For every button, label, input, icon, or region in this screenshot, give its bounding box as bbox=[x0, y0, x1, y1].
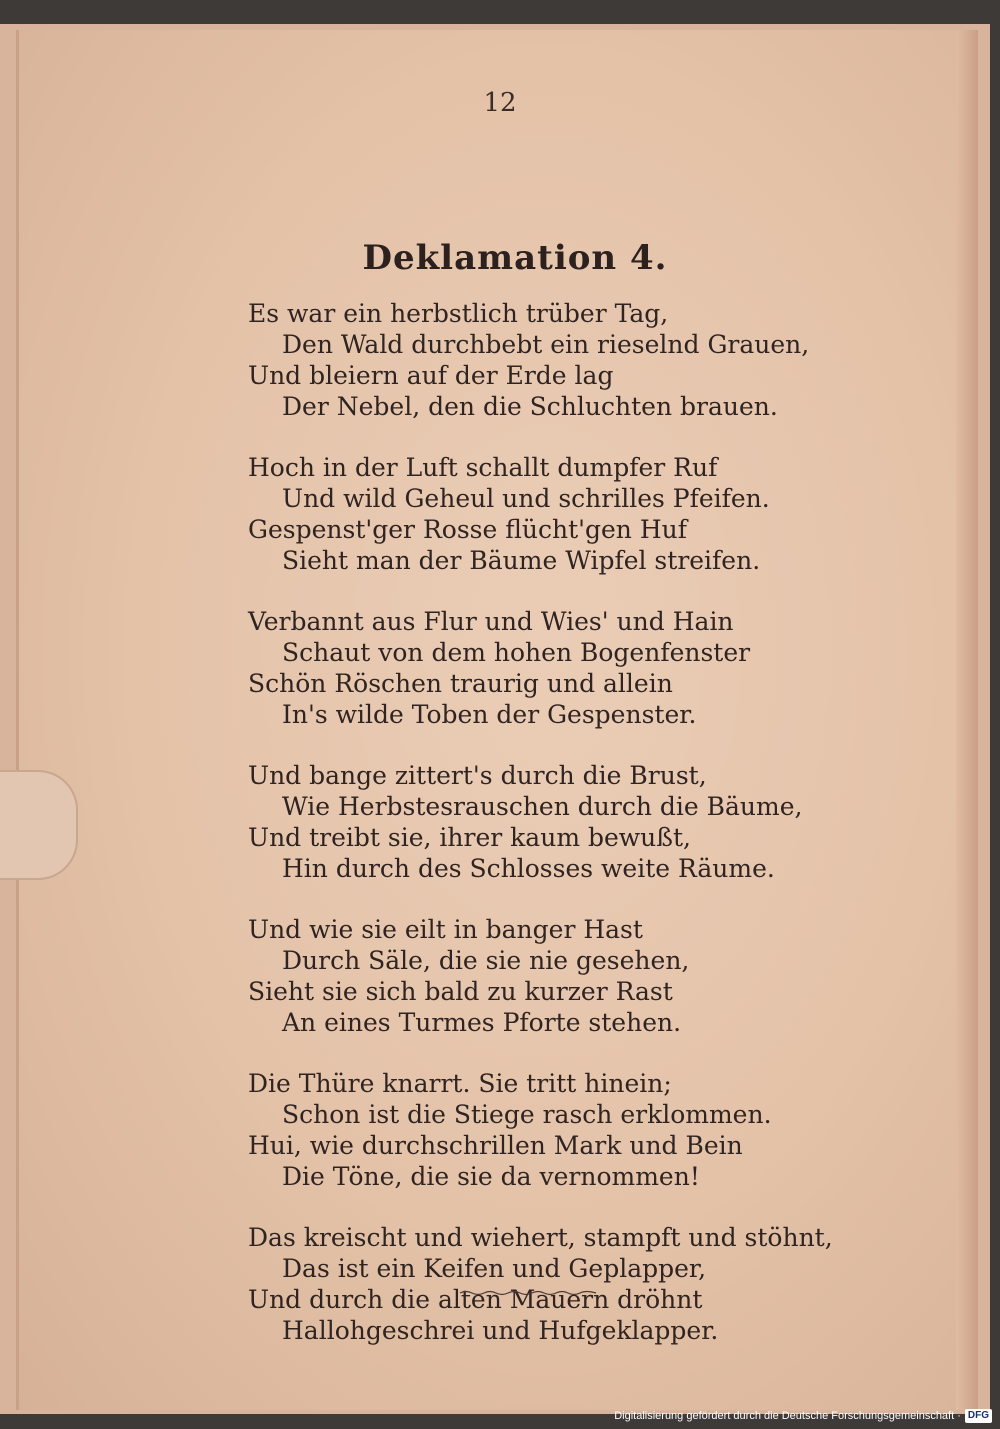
poem-line: Schaut von dem hohen Bogenfenster bbox=[282, 638, 751, 667]
poem-line: Hin durch des Schlosses weite Räume. bbox=[282, 854, 775, 883]
stanza bbox=[248, 606, 868, 730]
page-edge bbox=[956, 30, 978, 1410]
poem-line: Der Nebel, den die Schluchten brauen. bbox=[282, 392, 778, 421]
page-tab bbox=[0, 770, 78, 880]
stanza bbox=[248, 1222, 868, 1346]
poem-line: Und bleiern auf der Erde lag bbox=[248, 361, 614, 390]
poem-line: Und bange zittert's durch die Brust, bbox=[248, 761, 707, 790]
stanza bbox=[248, 298, 868, 422]
poem-line: Und durch die alten Mauern dröhnt bbox=[248, 1285, 703, 1314]
poem-body bbox=[248, 298, 868, 1376]
ornament-divider bbox=[458, 1288, 598, 1298]
poem-line: Verbannt aus Flur und Wies' und Hain bbox=[248, 607, 734, 636]
poem-line: Durch Säle, die sie nie gesehen, bbox=[282, 946, 690, 975]
poem-line: Hui, wie durchschrillen Mark und Bein bbox=[248, 1131, 743, 1160]
poem-title: Deklamation 4. bbox=[362, 238, 668, 278]
poem-line: Den Wald durchbebt ein rieselnd Grauen, bbox=[282, 330, 810, 359]
stanza bbox=[248, 1068, 868, 1192]
poem-line: Sieht man der Bäume Wipfel streifen. bbox=[282, 546, 761, 575]
stanza bbox=[248, 914, 868, 1038]
poem-line: Die Töne, die sie da vernommen! bbox=[282, 1162, 700, 1191]
poem-line: Sieht sie sich bald zu kurzer Rast bbox=[248, 977, 673, 1006]
poem-line: Hoch in der Luft schallt dumpfer Ruf bbox=[248, 453, 718, 482]
poem-line: Und wie sie eilt in banger Hast bbox=[248, 915, 643, 944]
poem-line: An eines Turmes Pforte stehen. bbox=[282, 1008, 682, 1037]
stanza bbox=[248, 452, 868, 576]
poem-line: Die Thüre knarrt. Sie tritt hinein; bbox=[248, 1069, 672, 1098]
digitization-footer bbox=[614, 1407, 992, 1425]
poem-line: Gespenst'ger Rosse flücht'gen Huf bbox=[248, 515, 688, 544]
footer-text: Digitalisierung gefördert durch die Deutsche Forschungsgemeinschaft · bbox=[614, 1410, 961, 1422]
poem-line: Das ist ein Keifen und Geplapper, bbox=[282, 1254, 707, 1283]
poem-line: Hallohgeschrei und Hufgeklapper. bbox=[282, 1316, 719, 1345]
poem-line: Wie Herbstesrauschen durch die Bäume, bbox=[282, 792, 803, 821]
poem-line: Das kreischt und wiehert, stampft und stöhnt, bbox=[248, 1223, 833, 1252]
stanza bbox=[248, 760, 868, 884]
poem-line: Und treibt sie, ihrer kaum bewußt, bbox=[248, 823, 691, 852]
poem-line: Es war ein herbstlich trüber Tag, bbox=[248, 299, 669, 328]
poem-line: Schön Röschen traurig und allein bbox=[248, 669, 673, 698]
dfg-logo: DFG bbox=[965, 1409, 992, 1423]
poem-line: Schon ist die Stiege rasch erklommen. bbox=[282, 1100, 772, 1129]
page-number: 12 bbox=[483, 88, 517, 118]
poem-line: Und wild Geheul und schrilles Pfeifen. bbox=[282, 484, 770, 513]
poem-line: In's wilde Toben der Gespenster. bbox=[282, 700, 697, 729]
